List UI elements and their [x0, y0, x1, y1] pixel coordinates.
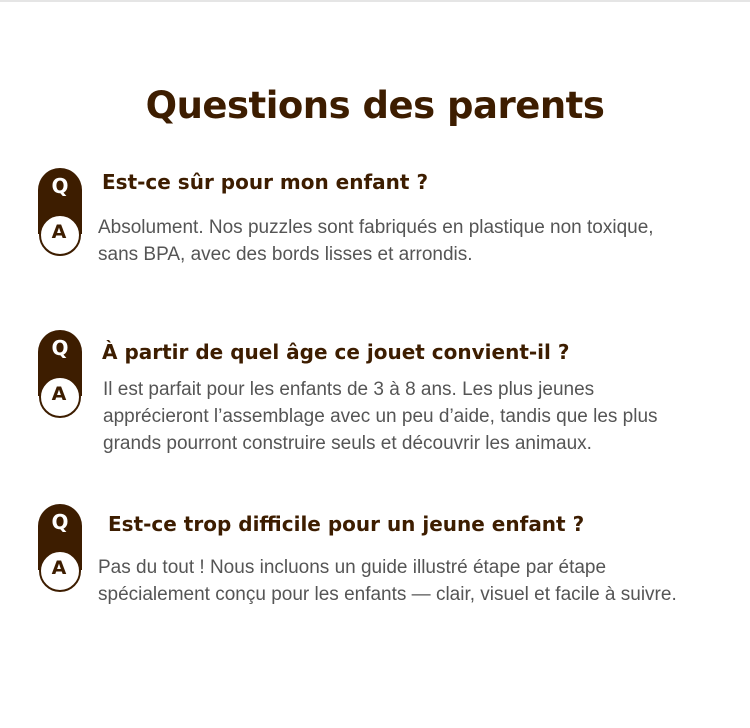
qa-badge — [38, 330, 82, 420]
answer-line: grands pourront construire seuls et découvrir les animaux. — [103, 433, 592, 454]
answer-line: Il est parfait pour les enfants de 3 à 8 ans. Les plus jeunes — [103, 379, 595, 400]
top-divider — [0, 0, 750, 2]
faq-question: À partir de quel âge ce jouet convient-il ? — [102, 340, 570, 364]
a-label: A — [51, 383, 67, 405]
faq-question: Est-ce sûr pour mon enfant ? — [102, 170, 429, 194]
faq-question: Est-ce trop difficile pour un jeune enfant ? — [108, 512, 585, 536]
q-label: Q — [51, 510, 69, 534]
a-label: A — [51, 221, 67, 243]
answer-line: apprécieront l’assemblage avec un peu d’aide, tandis que les plus — [103, 406, 658, 427]
qa-badge — [38, 168, 82, 258]
answer-line: Pas du tout ! Nous incluons un guide illustré étape par étape — [98, 557, 607, 578]
faq-answer — [98, 554, 677, 608]
answer-line: Absolument. Nos puzzles sont fabriqués en plastique non toxique, — [98, 217, 654, 238]
faq-answer — [103, 376, 658, 457]
answer-line: sans BPA, avec des bords lisses et arrondis. — [98, 244, 473, 265]
q-label: Q — [51, 174, 69, 198]
page-title: Questions des parents — [145, 84, 605, 127]
q-label: Q — [51, 336, 69, 360]
answer-line: spécialement conçu pour les enfants — clair, visuel et facile à suivre. — [98, 584, 677, 605]
qa-badge — [38, 504, 82, 594]
a-label: A — [51, 557, 67, 579]
faq-answer — [98, 214, 654, 268]
